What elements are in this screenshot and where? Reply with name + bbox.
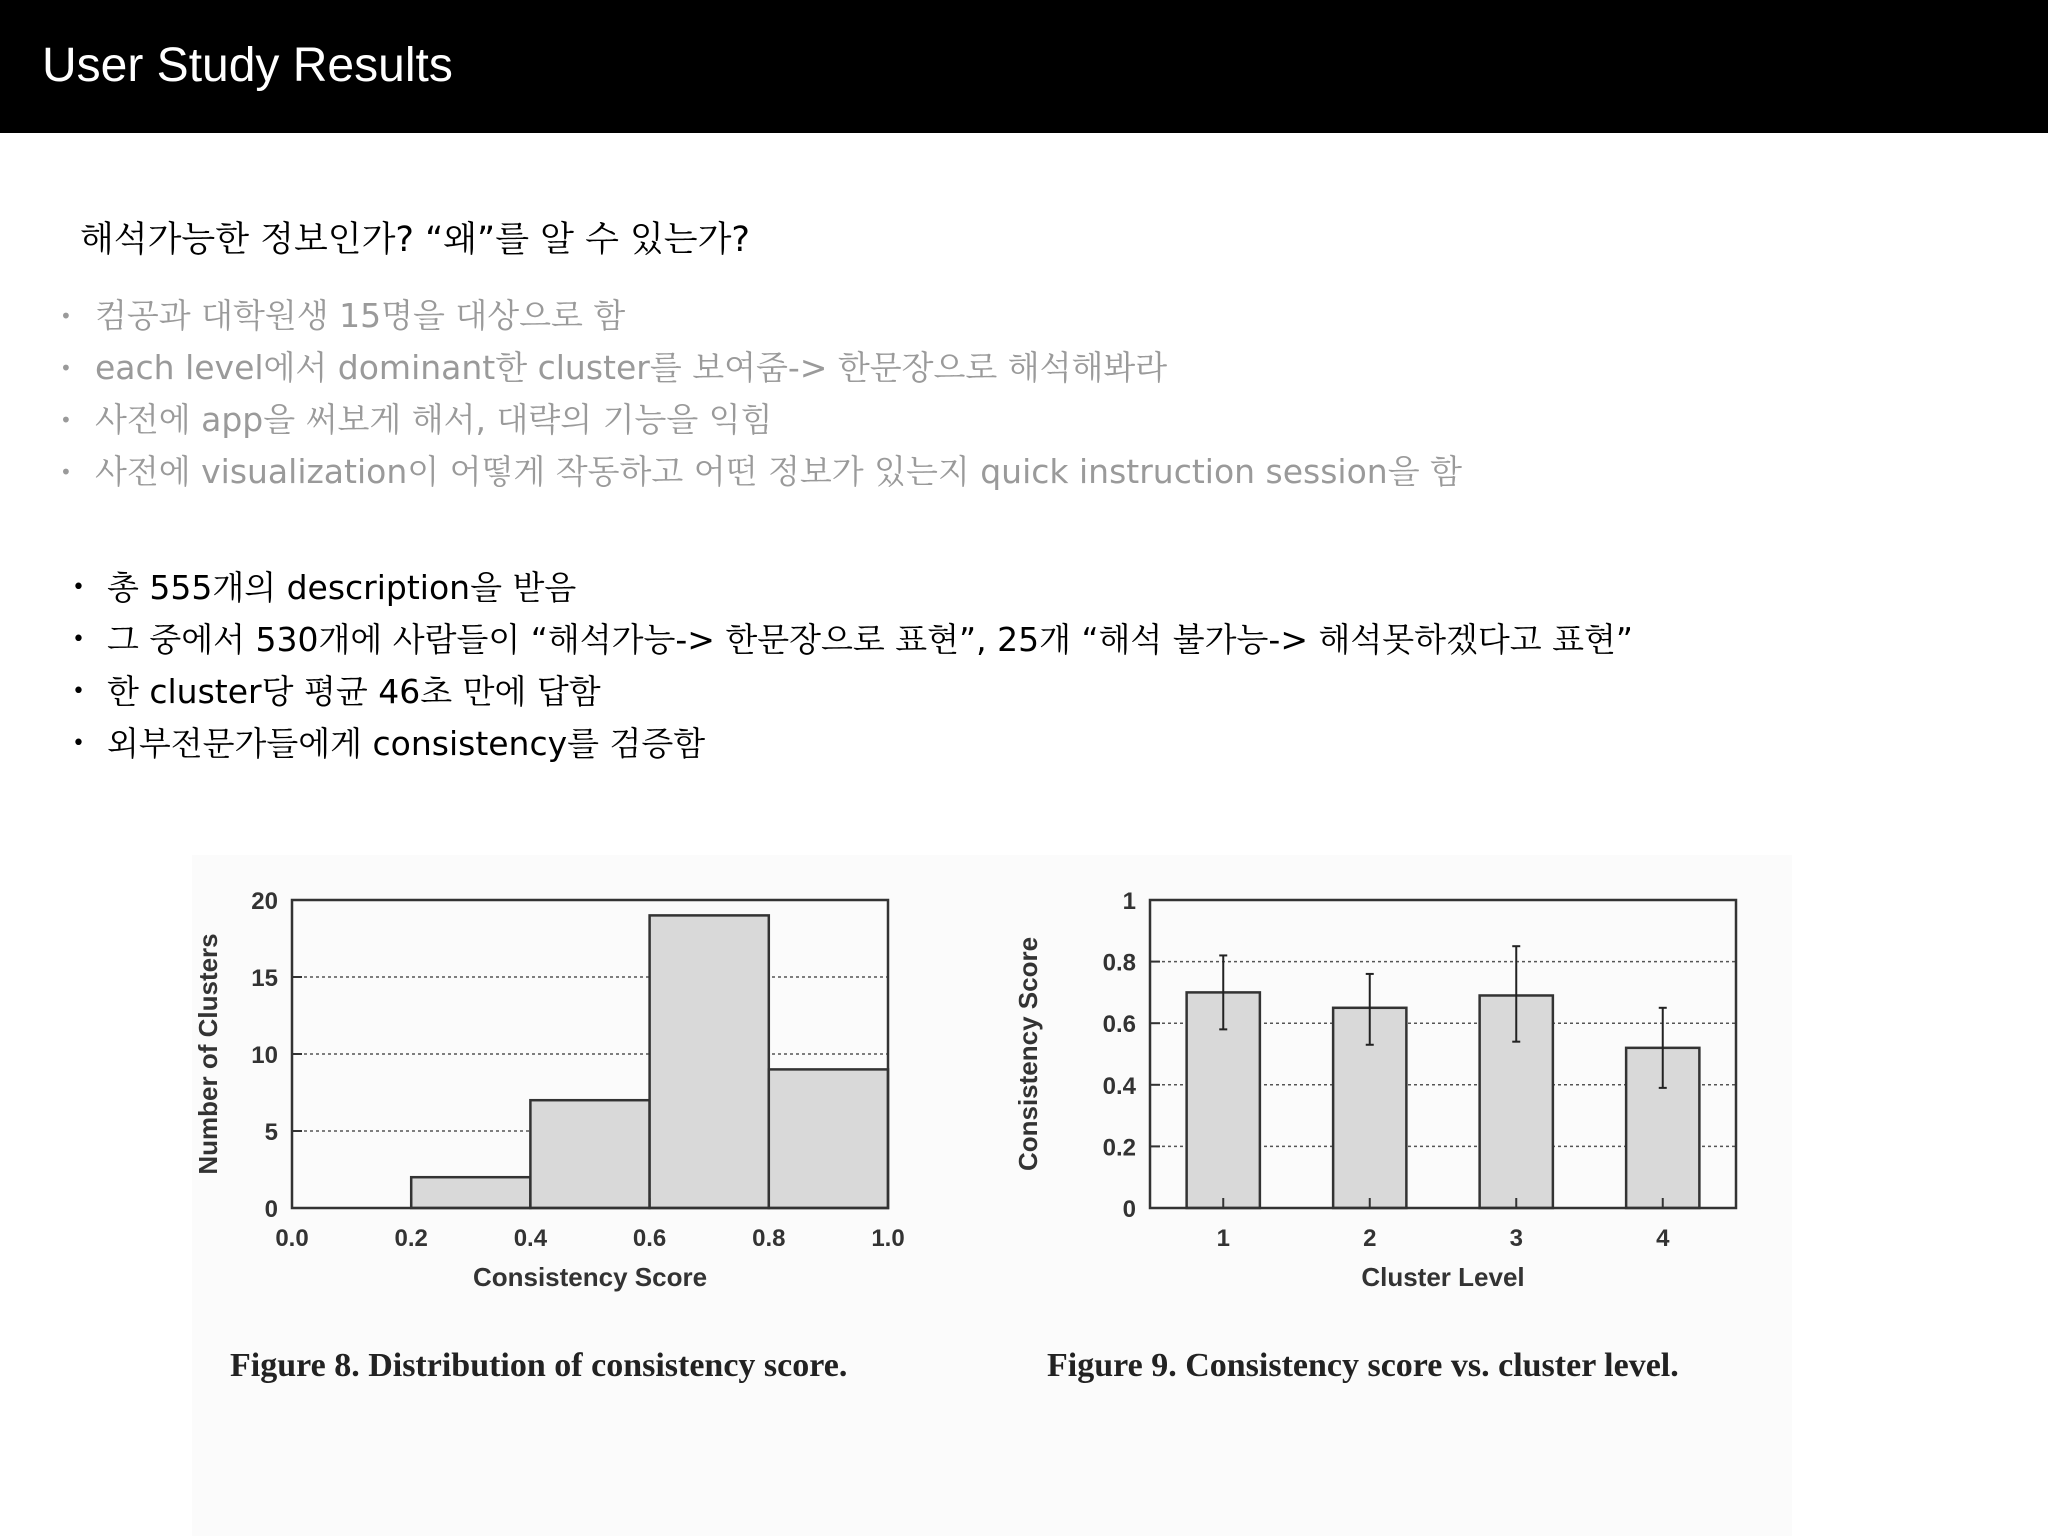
- x-tick-label: 1: [1216, 1225, 1230, 1252]
- bullet-icon: •: [72, 575, 85, 600]
- x-tick-label: 0.0: [275, 1225, 309, 1252]
- x-tick-label: 2: [1363, 1225, 1377, 1252]
- histogram-bar: [411, 1177, 530, 1208]
- list-item: [0, 290, 1462, 342]
- y-tick-label: 5: [264, 1119, 278, 1146]
- list-item: [0, 394, 1462, 446]
- bullet-icon: •: [60, 356, 72, 380]
- y-tick-label: 0: [1122, 1196, 1136, 1223]
- x-tick-label: 0.8: [752, 1225, 786, 1252]
- x-tick-label: 0.2: [394, 1225, 428, 1252]
- bullet-icon: •: [60, 304, 72, 328]
- histogram-bar: [769, 1069, 888, 1208]
- x-tick-label: 3: [1509, 1225, 1523, 1252]
- x-axis-label: Cluster Level: [1361, 1262, 1525, 1292]
- x-tick-label: 0.6: [632, 1225, 667, 1252]
- x-tick-label: 4: [1656, 1225, 1670, 1252]
- histogram-bar: [650, 915, 769, 1208]
- bar-chart-figure-9: [1010, 860, 1770, 1320]
- gray-bullet-list: [0, 290, 1462, 498]
- bullet-icon: •: [72, 627, 85, 652]
- histogram-bar: [530, 1100, 649, 1208]
- list-item: [0, 718, 1633, 770]
- x-tick-label: 1.0: [871, 1225, 905, 1252]
- bullet-text: each level에서 dominant한 cluster를 보여줌-> 한문장으로 해석해봐라: [95, 348, 1168, 387]
- y-tick-label: 20: [251, 888, 278, 915]
- bullet-text: 그 중에서 530개에 사람들이 “해석가능-> 한문장으로 표현”, 25개 “해석 불가능-> 해석못하겠다고 표현”: [107, 620, 1633, 659]
- bullet-text: 총 555개의 description을 받음: [107, 568, 577, 607]
- bullet-text: 외부전문가들에게 consistency를 검증함: [107, 724, 706, 763]
- y-tick-label: 10: [251, 1042, 278, 1069]
- y-tick-label: 0.2: [1102, 1134, 1136, 1162]
- y-tick-label: 15: [251, 965, 278, 992]
- x-axis-label: Consistency Score: [472, 1262, 708, 1292]
- list-item: [0, 562, 1633, 614]
- y-axis-label: Number of Clusters: [193, 933, 223, 1175]
- bullet-text: 컴공과 대학원생 15명을 대상으로 함: [95, 296, 626, 335]
- y-tick-label: 0.4: [1102, 1072, 1136, 1100]
- y-tick-label: 0.6: [1102, 1011, 1136, 1039]
- list-item: [0, 342, 1462, 394]
- slide-heading: 해석가능한 정보인가? “왜”를 알 수 있는가?: [80, 220, 751, 260]
- figure-9-caption: Figure 9. Consistency score vs. cluster level.: [1047, 1347, 1679, 1384]
- bullet-text: 사전에 visualization이 어떻게 작동하고 어떤 정보가 있는지 quick instruction session을 함: [95, 452, 1462, 491]
- list-item: [0, 614, 1633, 666]
- list-item: [0, 446, 1462, 498]
- figure-8-caption: Figure 8. Distribution of consistency score.: [230, 1347, 848, 1384]
- x-tick-label: 0.4: [513, 1225, 548, 1252]
- bullet-icon: •: [72, 679, 85, 704]
- list-item: [0, 666, 1633, 718]
- bullet-icon: •: [60, 460, 72, 484]
- slide-title: User Study Results: [42, 39, 453, 92]
- histogram-figure-8: [180, 860, 940, 1320]
- bullet-icon: •: [72, 731, 85, 756]
- black-bullet-list: [0, 562, 1633, 770]
- title-bar: [0, 0, 2048, 133]
- y-tick-label: 1: [1122, 888, 1136, 915]
- bullet-icon: •: [60, 408, 72, 432]
- y-tick-label: 0: [264, 1196, 278, 1223]
- bullet-text: 한 cluster당 평균 46초 만에 답함: [107, 672, 601, 711]
- y-axis-label: Consistency Score: [1013, 936, 1043, 1172]
- y-tick-label: 0.8: [1102, 949, 1136, 977]
- bullet-text: 사전에 app을 써보게 해서, 대략의 기능을 익힘: [95, 400, 773, 439]
